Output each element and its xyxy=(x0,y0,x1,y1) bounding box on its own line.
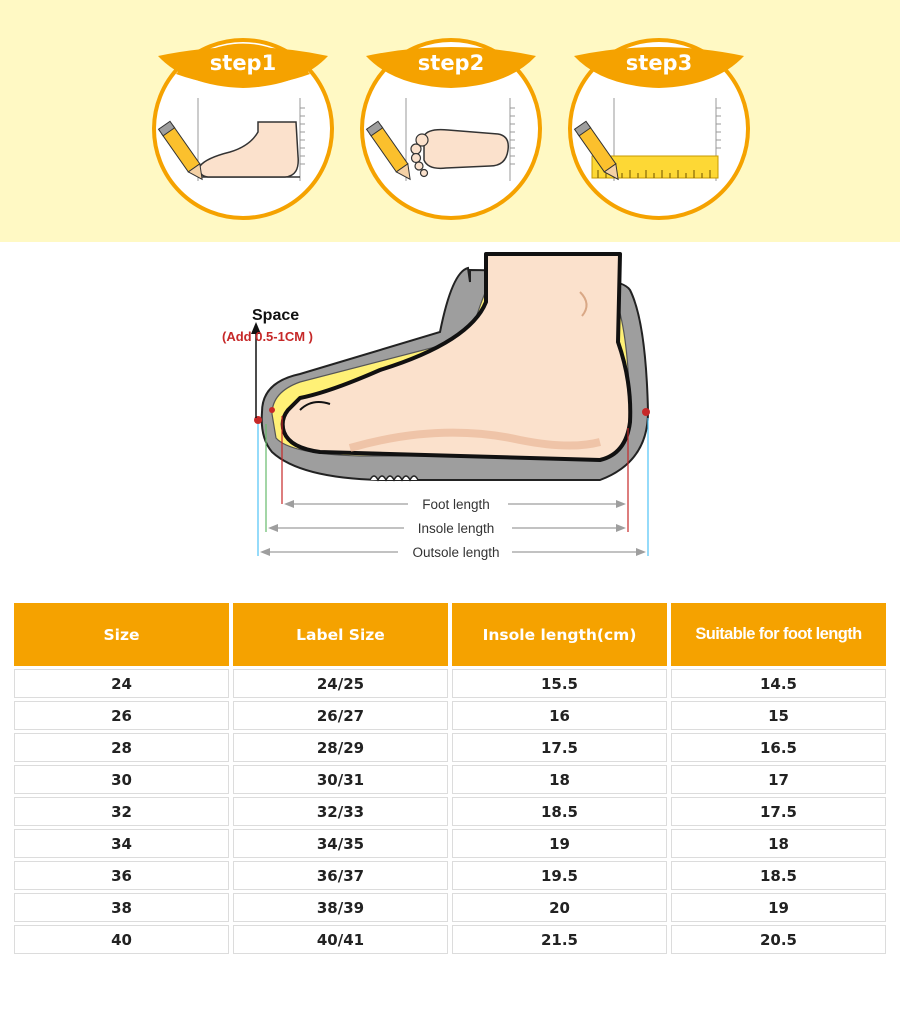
cell-label-size: 30/31 xyxy=(233,765,448,794)
cell-size: 26 xyxy=(14,701,229,730)
cell-foot-length: 19 xyxy=(671,893,886,922)
cell-foot-length: 18.5 xyxy=(671,861,886,890)
cell-label-size: 34/35 xyxy=(233,829,448,858)
cell-foot-length: 18 xyxy=(671,829,886,858)
cell-insole-length: 17.5 xyxy=(452,733,667,762)
cell-size: 24 xyxy=(14,669,229,698)
cell-foot-length: 20.5 xyxy=(671,925,886,954)
header-insole-length: Insole length(cm) xyxy=(452,603,667,666)
cell-insole-length: 19.5 xyxy=(452,861,667,890)
steps-band xyxy=(0,0,900,242)
step-3-badge xyxy=(566,36,752,222)
header-suitable-foot-length: Suitable for foot length xyxy=(671,603,886,666)
cell-size: 40 xyxy=(14,925,229,954)
header-size: Size xyxy=(14,603,229,666)
cell-label-size: 28/29 xyxy=(233,733,448,762)
cell-foot-length: 17.5 xyxy=(671,797,886,826)
cell-size: 30 xyxy=(14,765,229,794)
cell-label-size: 24/25 xyxy=(233,669,448,698)
step-1-label: step1 xyxy=(209,51,277,75)
cell-insole-length: 15.5 xyxy=(452,669,667,698)
cell-foot-length: 15 xyxy=(671,701,886,730)
cell-size: 36 xyxy=(14,861,229,890)
cell-insole-length: 16 xyxy=(452,701,667,730)
foot-length-label: Foot length xyxy=(422,497,490,512)
step-3-label: step3 xyxy=(625,51,693,75)
cell-foot-length: 16.5 xyxy=(671,733,886,762)
space-note: (Add 0.5-1CM ) xyxy=(222,329,313,344)
cell-label-size: 36/37 xyxy=(233,861,448,890)
header-label-size: Label Size xyxy=(233,603,448,666)
step-2-label: step2 xyxy=(417,51,485,75)
cell-insole-length: 18.5 xyxy=(452,797,667,826)
space-label: Space xyxy=(252,307,300,324)
cell-label-size: 40/41 xyxy=(233,925,448,954)
cell-label-size: 32/33 xyxy=(233,797,448,826)
cell-foot-length: 17 xyxy=(671,765,886,794)
cell-foot-length: 14.5 xyxy=(671,669,886,698)
shoe-measurement-diagram xyxy=(0,242,900,582)
cell-size: 38 xyxy=(14,893,229,922)
cell-label-size: 38/39 xyxy=(233,893,448,922)
cell-size: 34 xyxy=(14,829,229,858)
step-2-badge xyxy=(358,36,544,222)
cell-insole-length: 20 xyxy=(452,893,667,922)
outsole-length-label: Outsole length xyxy=(412,545,500,560)
cell-insole-length: 21.5 xyxy=(452,925,667,954)
step-1-badge xyxy=(150,36,336,222)
cell-size: 32 xyxy=(14,797,229,826)
cell-insole-length: 19 xyxy=(452,829,667,858)
insole-length-label: Insole length xyxy=(417,521,495,536)
cell-label-size: 26/27 xyxy=(233,701,448,730)
cell-insole-length: 18 xyxy=(452,765,667,794)
cell-size: 28 xyxy=(14,733,229,762)
